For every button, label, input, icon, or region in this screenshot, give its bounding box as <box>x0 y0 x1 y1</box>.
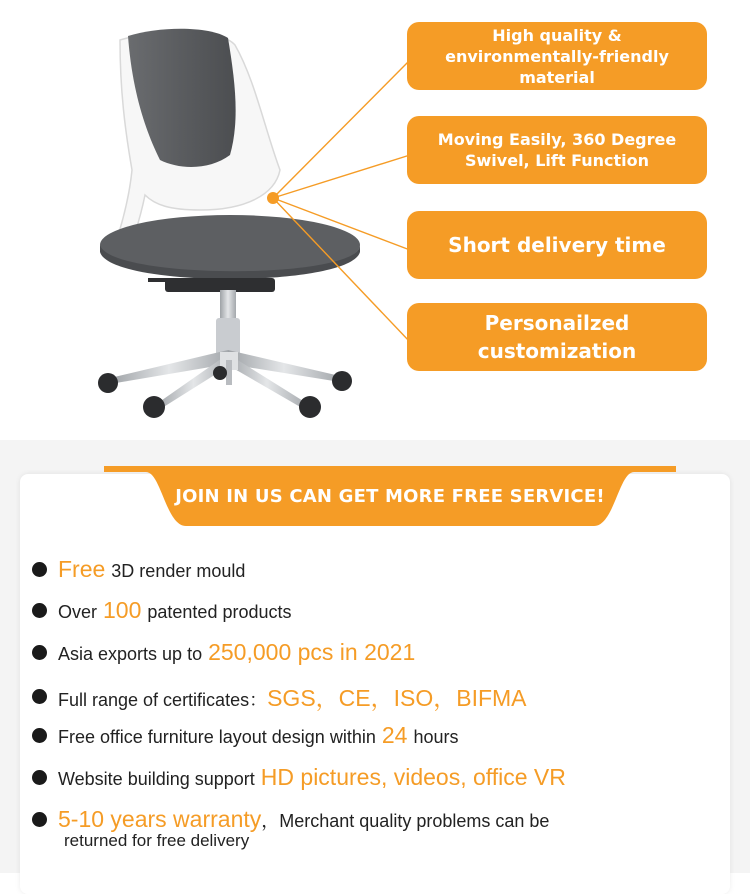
callout-swivel <box>407 116 707 184</box>
feature-item-patents <box>32 597 292 624</box>
feature-highlight: 5-10 years warranty <box>58 806 262 832</box>
callout-customization <box>407 303 707 371</box>
feature-highlight: 250,000 pcs in 2021 <box>208 639 416 665</box>
feature-text: Asia exports up to <box>58 644 203 664</box>
feature-highlight: 100 <box>103 597 142 623</box>
service-banner-title: JOIN IN US CAN GET MORE FREE SERVICE! <box>175 485 605 507</box>
feature-item-certificates <box>32 680 527 713</box>
feature-text: Free office furniture layout design within <box>58 727 376 747</box>
feature-text: Website building support <box>58 769 255 789</box>
feature-text: Over <box>58 602 98 622</box>
callout-material-line2: environmentally-friendly material <box>445 46 669 87</box>
feature-highlight: Free <box>58 556 106 582</box>
feature-item-website <box>32 764 566 791</box>
bullet-dot <box>32 689 47 704</box>
callout-customization-line1: Personailzed <box>484 311 630 335</box>
bullet-dot <box>32 562 47 577</box>
callout-material-line1: High quality & <box>492 25 622 45</box>
callout-delivery <box>407 211 707 279</box>
feature-text: 3D render mould <box>111 561 246 581</box>
office-chair-image <box>70 20 400 430</box>
bullet-dot <box>32 812 47 827</box>
feature-item-layout-design <box>32 722 458 749</box>
bullet-dot <box>32 645 47 660</box>
feature-text: hours <box>413 727 459 747</box>
feature-item-render <box>32 556 245 583</box>
callout-swivel-line1: Moving Easily, 360 Degree <box>437 130 677 149</box>
feature-text: ，Merchant quality problems can be <box>261 811 550 831</box>
feature-text: patented products <box>147 602 292 622</box>
callout-delivery-line1: Short delivery time <box>448 233 666 257</box>
bullet-dot <box>32 770 47 785</box>
feature-highlight: SGS，CE，ISO，BIFMA <box>267 685 527 711</box>
bullet-dot <box>32 728 47 743</box>
feature-text: Full range of certificates： <box>58 690 268 710</box>
callout-swivel-line2: Swivel, Lift Function <box>465 151 649 170</box>
feature-warranty-continuation: returned for free delivery <box>64 831 250 850</box>
feature-item-exports <box>32 639 415 666</box>
feature-highlight: 24 <box>381 722 408 748</box>
feature-item-warranty <box>32 806 549 833</box>
callout-material <box>407 22 707 90</box>
feature-highlight: HD pictures, videos, office VR <box>260 764 566 790</box>
bullet-dot <box>32 603 47 618</box>
callout-customization-line2: customization <box>477 339 637 363</box>
